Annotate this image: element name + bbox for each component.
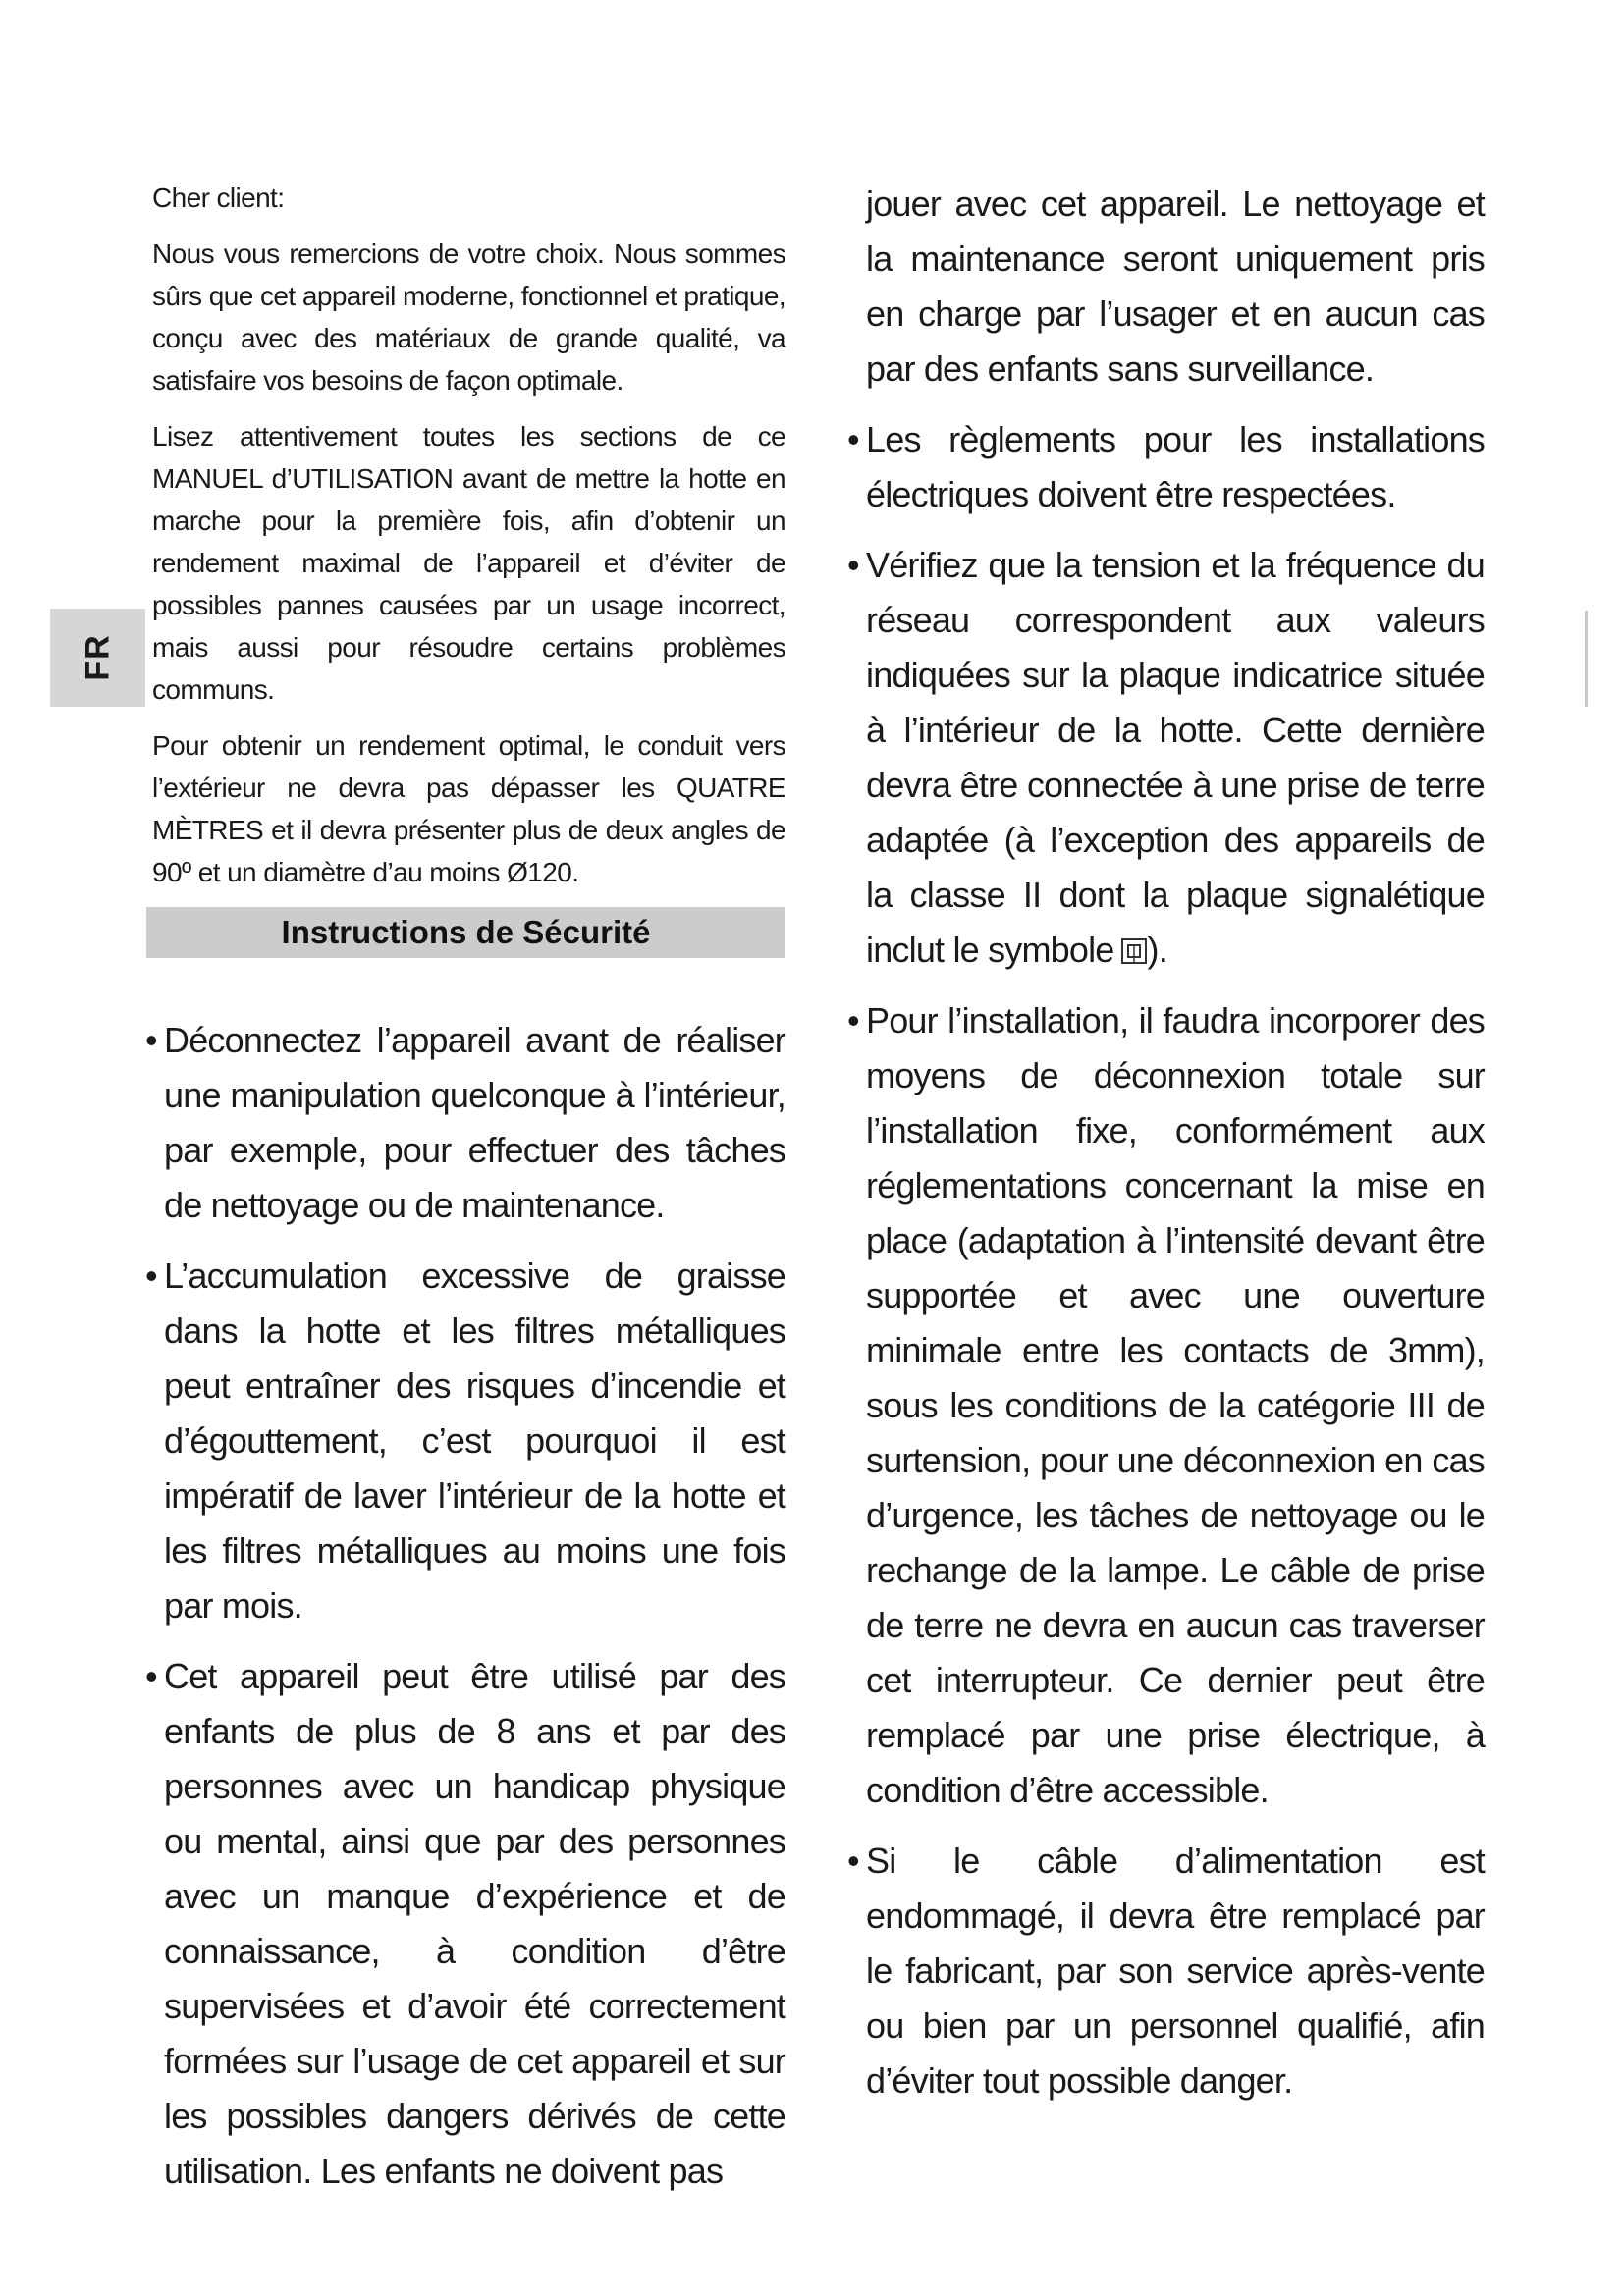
bullet-dot: • [847,1000,859,1041]
bullet-item [145,1013,785,1233]
intro-section [152,177,785,893]
right-column [847,177,1485,2124]
intro-paragraph-3: Pour obtenir un rendement optimal, le conduit vers l’extérieur ne devra pas dépasser les QUATRE MÈTRES et il devra présenter plus de deux angles de 90º et un diamètre d’au moins Ø120. [152,730,785,887]
bullet-item [145,1249,785,1633]
bullet-text: Cet appareil peut être utilisé par des enfants de plus de 8 ans et par des personnes avec un handicap physique ou mental, ainsi que par des personnes avec un manque d’expérience et de connaissance, à condition d’être supervisées et d’avoir été correctement formées sur l’usage de cet appareil et sur les possibles dangers dérivés de cette utilisation. Les enfants ne doivent pas [164,1656,785,2191]
section-heading: Instructions de Sécurité [146,907,785,958]
bullet-item [847,412,1485,522]
language-tab [50,609,145,707]
bullet-text: Déconnectez l’appareil avant de réaliser une manipulation quelconque à l’intérieur, par exemple, pour effectuer des tâches de nettoyage ou de maintenance. [164,1020,785,1225]
bullet-text: Pour l’installation, il faudra incorporer des moyens de déconnexion totale sur l’installation fixe, conformément aux réglementations concernant la mise en place (adaptation à l’intensité devant être supportée et avec une ouverture minimale entre les contacts de 3mm), sous les conditions de la catégorie III de surtension, pour une déconnexion en cas d’urgence, les tâches de nettoyage ou le rechange de la lampe. Le câble de prise de terre ne devra en aucun cas traverser cet interrupteur. Ce dernier peut être remplacé par une prise électrique, à condition d’être accessible. [866,1000,1485,1810]
intro-paragraph-2: Lisez attentivement toutes les sections de ce MANUEL d’UTILISATION avant de mettre la hotte en marche pour la première fois, afin d’obtenir un rendement maximal de l’appareil et d’éviter de possibles pannes causées par un usage incorrect, mais aussi pour résoudre certains problèmes communs. [152,421,785,705]
bullet-dot: • [847,545,859,585]
page-edge-mark [1585,611,1588,707]
bullet-text: Vérifiez que la tension et la fréquence du réseau correspondent aux valeurs indiquées sur la plaque indicatrice située à l’intérieur de la hotte. Cette dernière devra être connectée à une prise de terre adaptée (à l’exception des appareils de la classe II dont la plaque signalétique inclut le symbole [866,545,1485,970]
language-tab-label: FR [79,634,116,681]
bullet-dot: • [145,1020,157,1060]
bullet-item [145,1649,785,2199]
greeting: Cher client: [152,183,285,213]
bullet-item [847,993,1485,1818]
symbol-suffix: ). [1147,930,1167,970]
bullet-dot: • [847,419,859,459]
bullet-text: Si le câble d’alimentation est endommagé, il devra être remplacé par le fabricant, par son service après-vente ou bien par un personnel qualifié, afin d’éviter tout possible danger. [866,1841,1485,2101]
double-square-class-ii-icon [1120,937,1148,965]
bullet-item [847,1834,1485,2109]
left-bullet-list [145,1013,785,2199]
bullet-dot: • [145,1255,157,1296]
bullet-item [847,538,1485,978]
bullet-dot: • [145,1656,157,1696]
left-column [145,177,785,2215]
bullet-continuation: jouer avec cet appareil. Le nettoyage et la maintenance seront uniquement pris en charge par l’usager et en aucun cas par des enfants sans surveillance. [866,184,1485,389]
bullet-text: Les règlements pour les installations électriques doivent être respectées. [866,419,1485,514]
bullet-dot: • [847,1841,859,1881]
right-bullet-list [847,412,1485,2109]
intro-paragraph-1: Nous vous remercions de votre choix. Nous sommes sûrs que cet appareil moderne, fonctionnel et pratique, conçu avec des matériaux de grande qualité, va satisfaire vos besoins de façon optimale. [152,239,785,396]
bullet-text: L’accumulation excessive de graisse dans la hotte et les filtres métalliques peut entraîner des risques d’incendie et d’égouttement, c’est pourquoi il est impératif de laver l’intérieur de la hotte et les filtres métalliques au moins une fois par mois. [164,1255,785,1626]
